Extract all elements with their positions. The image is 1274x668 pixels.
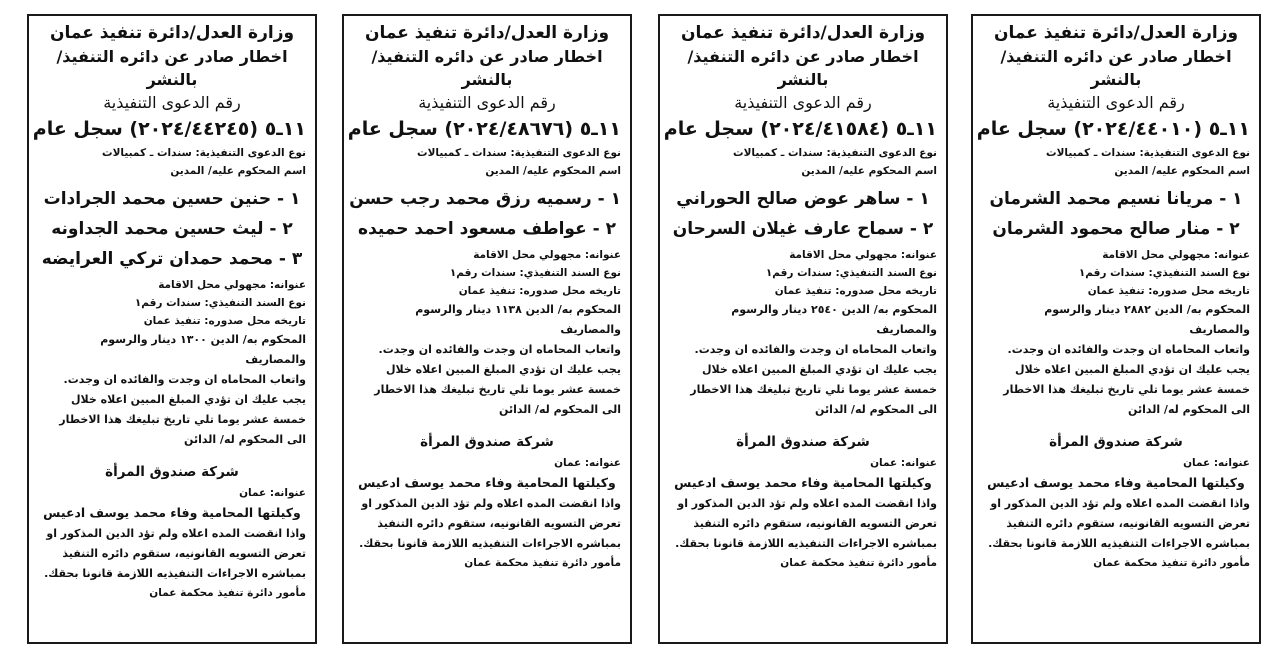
case-type: نوع الدعوى التنفيذية: سندات ـ كمبيالات: [1046, 147, 1250, 159]
company-address: عنوانه: عمان: [554, 457, 621, 469]
address: عنوانه: مجهولي محل الاقامة: [789, 249, 937, 261]
case-label: رقم الدعوى التنفيذية: [103, 93, 241, 112]
bond-date: تاريخه محل صدوره: تنفيذ عمان: [458, 285, 621, 297]
case-number: ١١ـ٥ (٢٠٢٤/٤٨٦٧٦) سجل عام: [347, 118, 621, 140]
creditor-agent: وكيلتها المحامية وفاء محمد يوسف ادعيس: [43, 505, 301, 520]
warning-text: واذا انقضت المده اعلاه ولم تؤد الدين المذكور او تعرض التسويه القانونيه، ستقوم دائره التنفيذ بمباشره الاجراءات التنفيذيه اللازمة قانونا بحقك.: [675, 497, 937, 550]
ministry-title: وزارة العدل/دائرة تنفيذ عمان: [49, 23, 295, 43]
case-number: ١١ـ٥ (٢٠٢٤/٤٤٢٤٥) سجل عام: [32, 118, 306, 140]
creditor-company: شركة صندوق المرأة: [105, 464, 239, 480]
notice-footer: مأمور دائرة تنفيذ محكمة عمان: [1093, 557, 1250, 569]
notice-footer: مأمور دائرة تنفيذ محكمة عمان: [780, 557, 937, 569]
bond-type: نوع السند التنفيذي: سندات رقم١: [449, 267, 621, 279]
warning-text: واذا انقضت المده اعلاه ولم تؤد الدين المذكور او تعرض التسويه القانونيه، ستقوم دائره التنفيذ بمباشره الاجراءات التنفيذيه اللازمة قانونا بحقك.: [988, 497, 1250, 550]
payment-text: يجب عليك ان تؤدي المبلغ المبين اعلاه خلال خمسة عشر يوما تلي تاريخ تبليغك هذا الاخطار الى المحكوم له/ الدائن: [59, 393, 306, 446]
creditor-company: شركة صندوق المرأة: [420, 434, 554, 450]
amount-text: المحكوم به/ الدين ٢٨٨٢ دينار والرسوم والمصاريف: [1044, 303, 1250, 336]
company-address: عنوانه: عمان: [870, 457, 937, 469]
address: عنوانه: مجهولي محل الاقامة: [158, 279, 306, 291]
fees-text: واتعاب المحاماه ان وجدت والفائده ان وجدت.: [1007, 343, 1250, 356]
debtor-label: اسم المحكوم عليه/ المدين: [485, 165, 621, 177]
notice-subtitle: اخطار صادر عن دائره التنفيذ/ بالنشر: [1000, 47, 1232, 89]
ministry-title: وزارة العدل/دائرة تنفيذ عمان: [680, 23, 926, 43]
creditor-agent: وكيلتها المحامية وفاء محمد يوسف ادعيس: [674, 475, 932, 490]
warning-text: واذا انقضت المده اعلاه ولم تؤد الدين المذكور او تعرض التسويه القانونيه، ستقوم دائره التنفيذ بمباشره الاجراءات التنفيذيه اللازمة قانونا بحقك.: [44, 527, 306, 580]
notice-4: [27, 14, 317, 644]
notice-subtitle: اخطار صادر عن دائره التنفيذ/ بالنشر: [687, 47, 919, 89]
debtor-label: اسم المحكوم عليه/ المدين: [801, 165, 937, 177]
fees-text: واتعاب المحاماه ان وجدت والفائده ان وجدت.: [694, 343, 937, 356]
debtor-name: ٢ - عواطف مسعود احمد حميده: [358, 219, 616, 239]
case-type: نوع الدعوى التنفيذية: سندات ـ كمبيالات: [417, 147, 621, 159]
debtor-name: ١ - ساهر عوض صالح الحوراني: [676, 189, 930, 209]
creditor-agent: وكيلتها المحامية وفاء محمد يوسف ادعيس: [987, 475, 1245, 490]
creditor-company: شركة صندوق المرأة: [736, 434, 870, 450]
payment-text: يجب عليك ان تؤدي المبلغ المبين اعلاه خلال خمسة عشر يوما تلي تاريخ تبليغك هذا الاخطار الى المحكوم له/ الدائن: [1003, 363, 1250, 416]
notice-3: [342, 14, 632, 644]
case-label: رقم الدعوى التنفيذية: [418, 93, 556, 112]
case-label: رقم الدعوى التنفيذية: [1047, 93, 1185, 112]
amount-text: المحكوم به/ الدين ٢٥٤٠ دينار والرسوم والمصاريف: [731, 303, 937, 336]
debtor-name: ١ - رسميه رزق محمد رجب حسن: [349, 189, 621, 209]
debtor-name: ٢ - منار صالح محمود الشرمان: [992, 219, 1240, 239]
debtor-name: ٢ - ليث حسين محمد الجداونه: [51, 219, 293, 239]
fees-text: واتعاب المحاماه ان وجدت والفائده ان وجدت.: [63, 373, 306, 386]
ministry-title: وزارة العدل/دائرة تنفيذ عمان: [993, 23, 1239, 43]
payment-text: يجب عليك ان تؤدي المبلغ المبين اعلاه خلال خمسة عشر يوما تلي تاريخ تبليغك هذا الاخطار الى المحكوم له/ الدائن: [374, 363, 621, 416]
bond-date: تاريخه محل صدوره: تنفيذ عمان: [1087, 285, 1250, 297]
debtor-list: [669, 184, 937, 244]
notice-subtitle: اخطار صادر عن دائره التنفيذ/ بالنشر: [56, 47, 288, 89]
bond-date: تاريخه محل صدوره: تنفيذ عمان: [143, 315, 306, 327]
case-type: نوع الدعوى التنفيذية: سندات ـ كمبيالات: [102, 147, 306, 159]
debtor-name: ٢ - سماح عارف غيلان السرحان: [672, 219, 934, 239]
bond-type: نوع السند التنفيذي: سندات رقم١: [1078, 267, 1250, 279]
debtor-list: [349, 184, 621, 244]
creditor-company: شركة صندوق المرأة: [1049, 434, 1183, 450]
case-number: ١١ـ٥ (٢٠٢٤/٤١٥٨٤) سجل عام: [663, 118, 937, 140]
company-address: عنوانه: عمان: [239, 487, 306, 499]
debtor-label: اسم المحكوم عليه/ المدين: [1114, 165, 1250, 177]
company-address: عنوانه: عمان: [1183, 457, 1250, 469]
case-label: رقم الدعوى التنفيذية: [734, 93, 872, 112]
bond-type: نوع السند التنفيذي: سندات رقم١: [765, 267, 937, 279]
case-number: ١١ـ٥ (٢٠٢٤/٤٤٠١٠) سجل عام: [976, 118, 1250, 140]
warning-text: واذا انقضت المده اعلاه ولم تؤد الدين المذكور او تعرض التسويه القانونيه، ستقوم دائره التنفيذ بمباشره الاجراءات التنفيذيه اللازمة قانونا بحقك.: [359, 497, 621, 550]
notice-footer: مأمور دائرة تنفيذ محكمة عمان: [149, 587, 306, 599]
amount-text: المحكوم به/ الدين ١١٣٨ دينار والرسوم والمصاريف: [415, 303, 621, 336]
notice-footer: مأمور دائرة تنفيذ محكمة عمان: [464, 557, 621, 569]
address: عنوانه: مجهولي محل الاقامة: [1102, 249, 1250, 261]
debtor-list: [38, 184, 306, 274]
notice-1: [971, 14, 1261, 644]
payment-text: يجب عليك ان تؤدي المبلغ المبين اعلاه خلال خمسة عشر يوما تلي تاريخ تبليغك هذا الاخطار الى المحكوم له/ الدائن: [690, 363, 937, 416]
debtor-name: ٣ - محمد حمدان تركي العرايضه: [41, 249, 303, 269]
debtor-list: [982, 184, 1250, 244]
fees-text: واتعاب المحاماه ان وجدت والفائده ان وجدت.: [378, 343, 621, 356]
case-type: نوع الدعوى التنفيذية: سندات ـ كمبيالات: [733, 147, 937, 159]
creditor-agent: وكيلتها المحامية وفاء محمد يوسف ادعيس: [358, 475, 616, 490]
debtor-name: ١ - حنين حسين محمد الجرادات: [43, 189, 301, 209]
bond-type: نوع السند التنفيذي: سندات رقم١: [134, 297, 306, 309]
bond-date: تاريخه محل صدوره: تنفيذ عمان: [774, 285, 937, 297]
notice-2: [658, 14, 948, 644]
ministry-title: وزارة العدل/دائرة تنفيذ عمان: [364, 23, 610, 43]
address: عنوانه: مجهولي محل الاقامة: [473, 249, 621, 261]
debtor-name: ١ - مريانا نسيم محمد الشرمان: [989, 189, 1243, 209]
debtor-label: اسم المحكوم عليه/ المدين: [170, 165, 306, 177]
amount-text: المحكوم به/ الدين ١٣٠٠ دينار والرسوم والمصاريف: [100, 333, 306, 366]
notice-subtitle: اخطار صادر عن دائره التنفيذ/ بالنشر: [371, 47, 603, 89]
